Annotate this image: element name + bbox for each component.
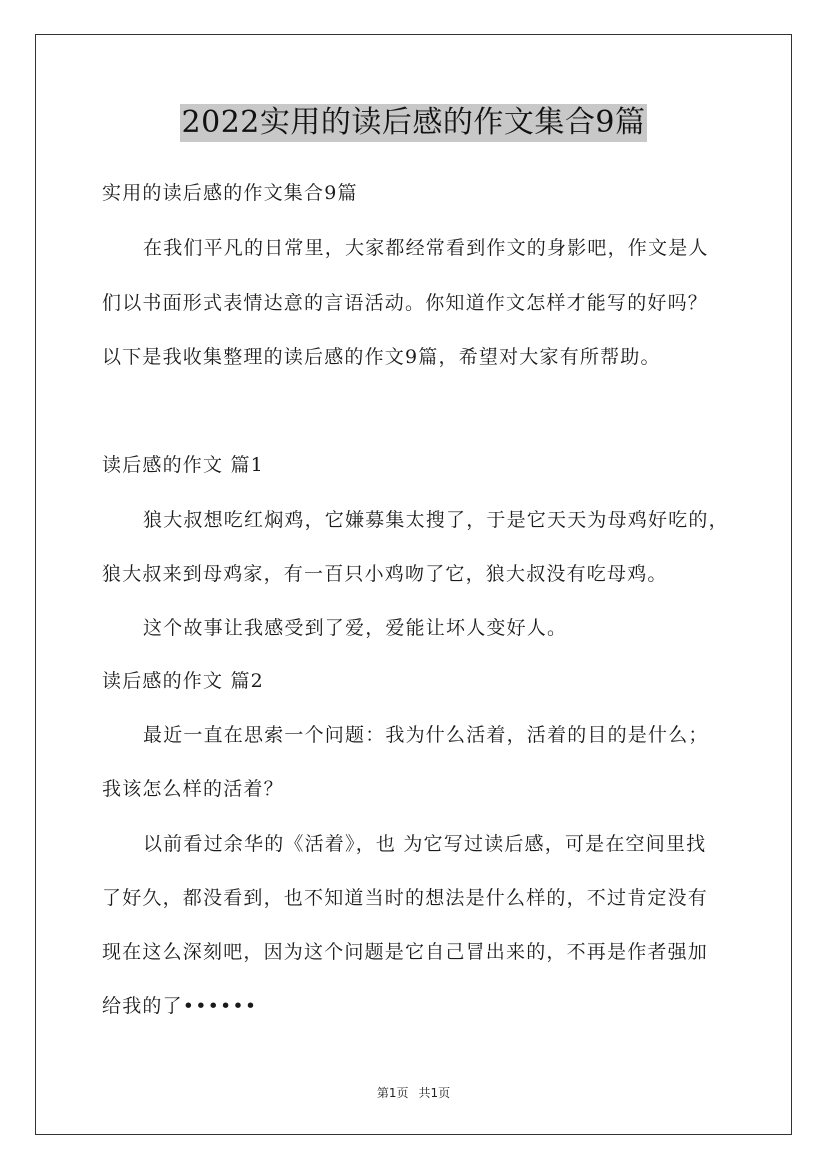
paragraph-line: 们以书面形式表情达意的言语活动。你知道作文怎样才能写的好吗？ bbox=[102, 292, 709, 314]
page-total: 共1页 bbox=[418, 1086, 451, 1100]
paragraph-line: 狼大叔想吃红焖鸡，它嫌募集太搜了，于是它天天为母鸡好吃的， bbox=[143, 509, 729, 531]
page-number: 第1页 bbox=[376, 1086, 409, 1100]
document-subtitle: 实用的读后感的作文集合9篇 bbox=[102, 182, 358, 204]
paragraph-line: 现在这么深刻吧，因为这个问题是它自己冒出来的，不再是作者强加 bbox=[102, 941, 709, 963]
paragraph-line: 最近一直在思索一个问题：我为什么活着，活着的目的是什么； bbox=[143, 724, 709, 746]
paragraph-line: 在我们平凡的日常里，大家都经常看到作文的身影吧，作文是人 bbox=[143, 237, 709, 259]
paragraph-line: 以前看过余华的《活着》，也 为它写过读后感，可是在空间里找 bbox=[143, 833, 707, 855]
paragraph-line: 以下是我收集整理的读后感的作文9篇，希望对大家有所帮助。 bbox=[102, 346, 661, 368]
paragraph-line: 我该怎么样的活着？ bbox=[102, 778, 284, 800]
paragraph-line: 狼大叔来到母鸡家，有一百只小鸡吻了它，狼大叔没有吃母鸡。 bbox=[102, 563, 668, 585]
section-heading-2: 读后感的作文 篇2 bbox=[102, 670, 264, 692]
paragraph-line: 给我的了•••••• bbox=[102, 995, 258, 1017]
section-heading-1: 读后感的作文 篇1 bbox=[102, 454, 264, 476]
paragraph-line: 这个故事让我感受到了爱，爱能让坏人变好人。 bbox=[143, 617, 568, 639]
page-footer bbox=[0, 1086, 827, 1100]
paragraph-line: 了好久，都没看到，也不知道当时的想法是什么样的，不过肯定没有 bbox=[102, 887, 709, 909]
document-title: 2022实用的读后感的作文集合9篇 bbox=[181, 105, 646, 140]
title-container bbox=[0, 104, 827, 142]
